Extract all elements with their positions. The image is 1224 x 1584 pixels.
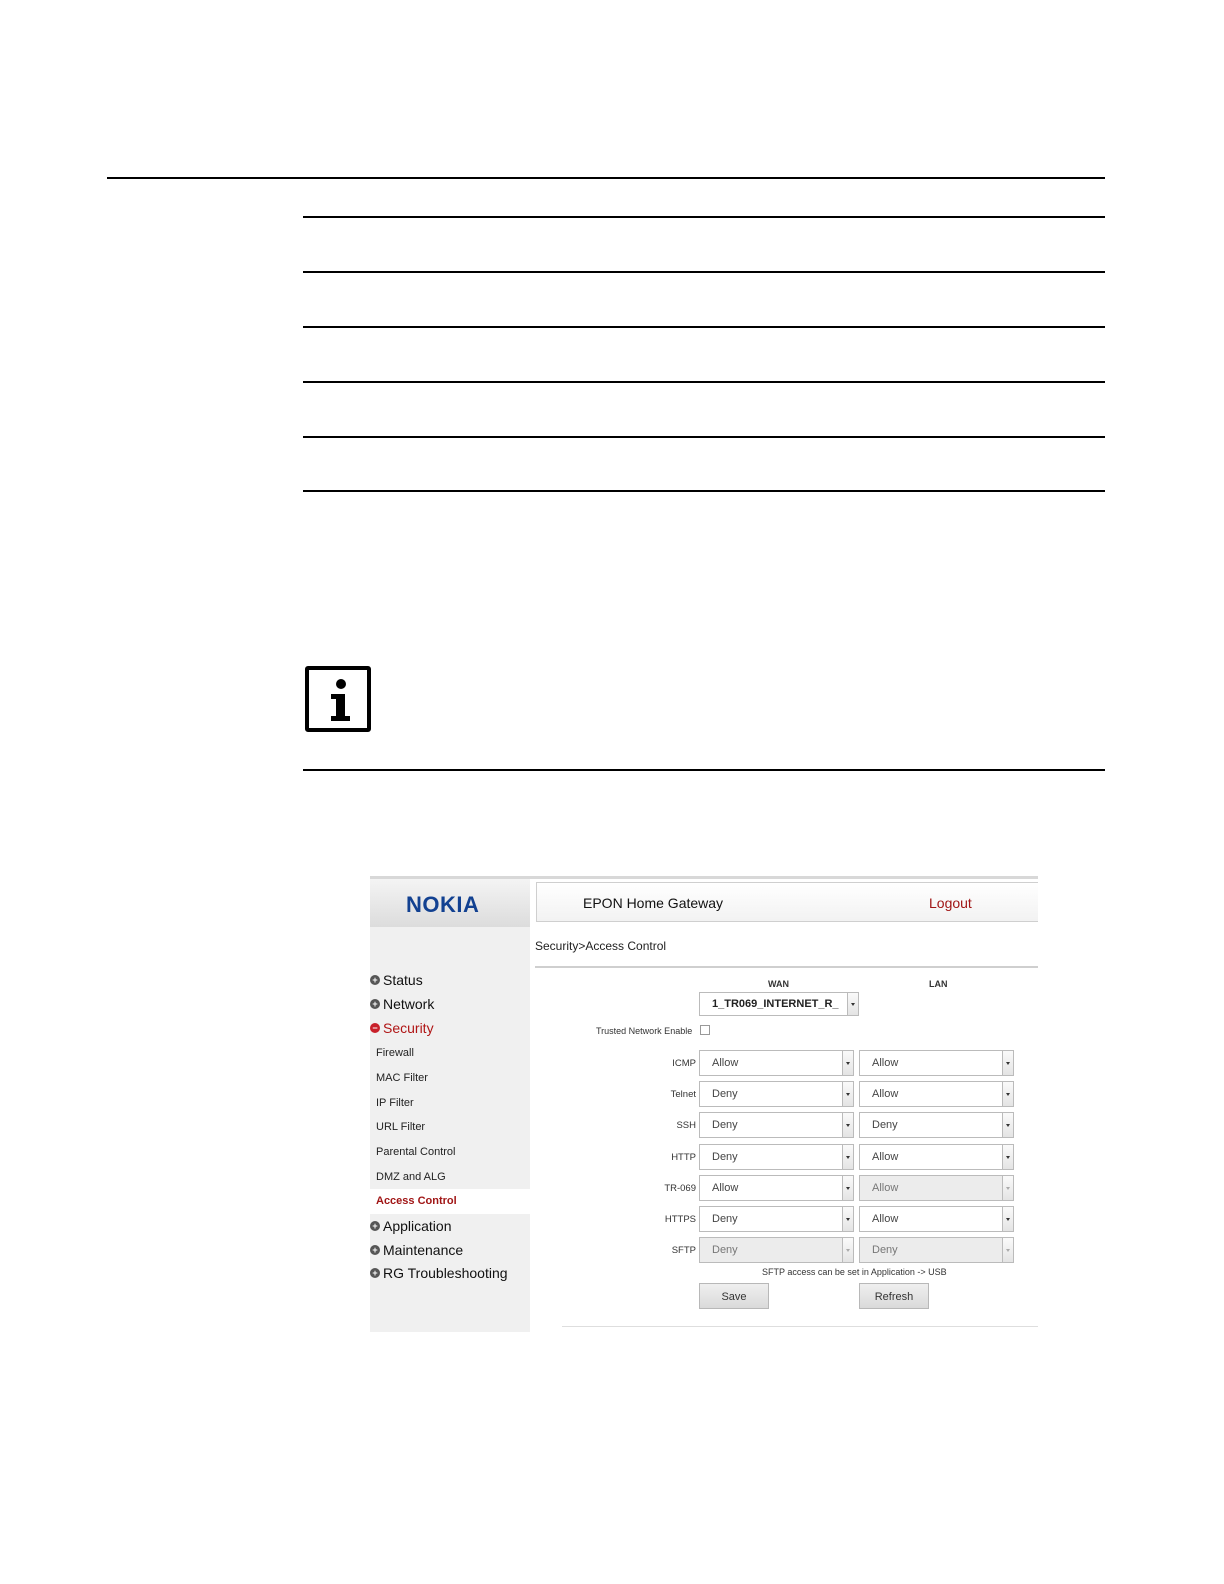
lan-rule-select: [859, 1175, 1014, 1201]
plus-icon: +: [370, 1268, 380, 1278]
plus-icon: +: [370, 999, 380, 1009]
table-rule: [303, 216, 1105, 218]
sftp-note: SFTP access can be set in Application -> USB: [762, 1267, 947, 1277]
rule-label: SFTP: [671, 1245, 696, 1256]
trusted-network-checkbox[interactable]: [700, 1025, 710, 1035]
wan-rule-select[interactable]: [699, 1050, 854, 1076]
nav-mac-filter[interactable]: MAC Filter: [376, 1072, 428, 1084]
lan-rule-select[interactable]: [859, 1050, 1014, 1076]
plus-icon: +: [370, 975, 380, 985]
wan-rule-select: [699, 1237, 854, 1263]
wan-rule-select[interactable]: [699, 1081, 854, 1107]
select-value: Deny: [712, 1213, 738, 1225]
nav-label: Status: [383, 972, 423, 988]
logo-area: [370, 879, 530, 927]
note-rule: [303, 769, 1105, 771]
breadcrumb-divider: [535, 966, 1038, 968]
header-rule: [107, 177, 1105, 179]
select-value: Allow: [872, 1151, 899, 1163]
footer-divider: [562, 1326, 1038, 1327]
select-value: Deny: [712, 1088, 738, 1100]
nav-label: Application: [383, 1218, 452, 1234]
plus-icon: +: [370, 1221, 380, 1231]
select-value: Allow: [712, 1182, 739, 1194]
lan-rule-select[interactable]: [859, 1144, 1014, 1170]
gateway-screenshot: [370, 876, 1038, 1332]
select-value: Allow: [872, 1182, 899, 1194]
nav-label: Network: [383, 996, 435, 1012]
select-value: Deny: [712, 1244, 738, 1256]
select-value: Allow: [872, 1057, 899, 1069]
chevron-down-icon: [842, 1082, 853, 1106]
plus-icon: +: [370, 1245, 380, 1255]
lan-rule-select[interactable]: [859, 1112, 1014, 1138]
wan-interface-select[interactable]: [699, 992, 859, 1016]
save-button[interactable]: Save: [699, 1283, 769, 1309]
chevron-down-icon: [842, 1145, 853, 1169]
lan-rule-select: [859, 1237, 1014, 1263]
chevron-down-icon: [1002, 1145, 1013, 1169]
chevron-down-icon: [842, 1176, 853, 1200]
rule-label: ICMP: [672, 1058, 696, 1069]
table-rule: [303, 490, 1105, 492]
chevron-down-icon: [1002, 1082, 1013, 1106]
nav-firewall[interactable]: Firewall: [376, 1047, 414, 1059]
chevron-down-icon: [842, 1051, 853, 1075]
select-value: Deny: [712, 1151, 738, 1163]
trusted-network-label: Trusted Network Enable: [596, 1026, 693, 1036]
chevron-down-icon: [1002, 1113, 1013, 1137]
refresh-button[interactable]: Refresh: [859, 1283, 929, 1309]
minus-icon: −: [370, 1023, 380, 1033]
select-value: Allow: [712, 1057, 739, 1069]
chevron-down-icon: [842, 1207, 853, 1231]
lan-column-header: LAN: [929, 979, 948, 989]
nav-access-control[interactable]: [370, 1189, 530, 1214]
breadcrumb: Security>Access Control: [535, 939, 667, 953]
nav-label: Maintenance: [383, 1242, 464, 1258]
wan-rule-select[interactable]: [699, 1175, 854, 1201]
select-value: Allow: [872, 1088, 899, 1100]
nav-label: RG Troubleshooting: [383, 1265, 508, 1281]
nokia-logo: NOKIA: [406, 892, 480, 917]
lan-rule-select[interactable]: [859, 1081, 1014, 1107]
logout-link[interactable]: Logout: [929, 895, 972, 911]
nav-application[interactable]: [370, 1218, 452, 1234]
rule-label: Telnet: [670, 1089, 696, 1100]
nav-maintenance[interactable]: [370, 1242, 463, 1258]
chevron-down-icon: [847, 993, 858, 1015]
nav-rg-troubleshooting[interactable]: [370, 1265, 508, 1281]
nav-security[interactable]: [370, 1020, 434, 1036]
table-rule: [303, 436, 1105, 438]
select-value: Deny: [872, 1244, 898, 1256]
chevron-down-icon: [1002, 1207, 1013, 1231]
header-bar: [536, 882, 1038, 922]
wan-rule-select[interactable]: [699, 1144, 854, 1170]
chevron-down-icon: [1002, 1238, 1013, 1262]
select-value: Deny: [872, 1119, 898, 1131]
rule-label: TR-069: [664, 1183, 696, 1194]
wan-rule-select[interactable]: [699, 1112, 854, 1138]
select-value: Deny: [712, 1119, 738, 1131]
nav-ip-filter[interactable]: IP Filter: [376, 1097, 414, 1109]
wan-column-header: WAN: [768, 979, 789, 989]
nav-label: Access Control: [376, 1195, 457, 1207]
rule-label: SSH: [676, 1120, 696, 1131]
nav-status[interactable]: [370, 972, 423, 988]
nav-label: Security: [383, 1020, 434, 1036]
wan-rule-select[interactable]: [699, 1206, 854, 1232]
gateway-title: EPON Home Gateway: [583, 895, 724, 911]
chevron-down-icon: [1002, 1176, 1013, 1200]
sidebar: [370, 927, 530, 1332]
rule-label: HTTPS: [664, 1214, 696, 1225]
rule-label: HTTP: [671, 1152, 696, 1163]
select-value: Allow: [872, 1213, 899, 1225]
info-icon: [305, 666, 371, 732]
table-rule: [303, 271, 1105, 273]
chevron-down-icon: [842, 1238, 853, 1262]
lan-rule-select[interactable]: [859, 1206, 1014, 1232]
chevron-down-icon: [842, 1113, 853, 1137]
table-rule: [303, 326, 1105, 328]
table-rule: [303, 381, 1105, 383]
nav-url-filter[interactable]: URL Filter: [376, 1121, 426, 1133]
wan-interface-value: 1_TR069_INTERNET_R_: [712, 998, 839, 1010]
chevron-down-icon: [1002, 1051, 1013, 1075]
nav-dmz-alg[interactable]: DMZ and ALG: [376, 1171, 446, 1183]
nav-parental-control[interactable]: Parental Control: [376, 1146, 456, 1158]
nav-network[interactable]: [370, 996, 434, 1012]
